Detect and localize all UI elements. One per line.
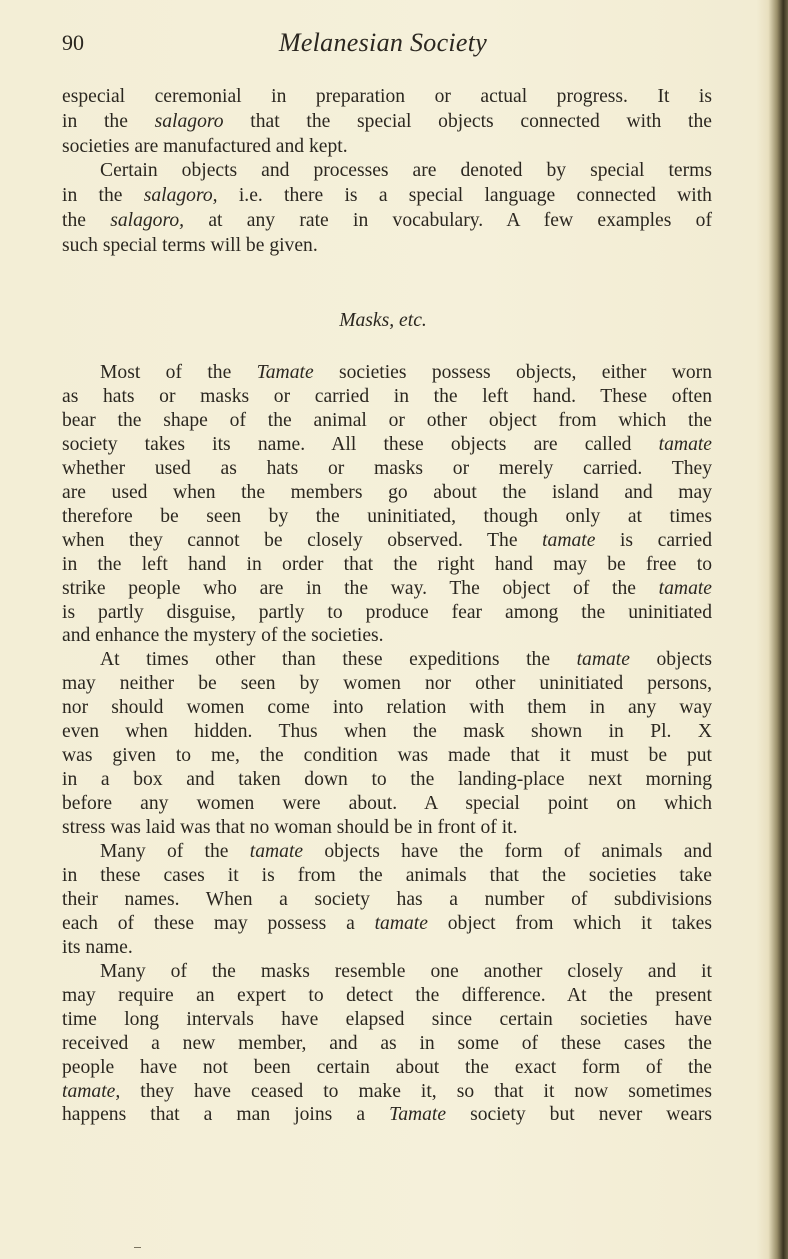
text-line — [62, 134, 712, 159]
italic-term: tamate, — [62, 1080, 121, 1102]
running-title: Melanesian Society — [278, 28, 488, 57]
text-line — [62, 671, 712, 696]
text-line — [62, 109, 712, 134]
text-line — [62, 1055, 712, 1080]
text-segment: therefore be seen by the uninitiated, though only at times — [62, 505, 712, 527]
italic-term: tamate — [576, 649, 630, 671]
text-segment: happens that a man joins a — [62, 1104, 390, 1126]
text-segment: Certain objects and processes are denoted by special terms — [100, 160, 712, 182]
text-segment: is carried — [595, 529, 713, 551]
text-segment: object from which it takes — [427, 912, 712, 934]
text-segment: is partly disguise, partly to produce fear among the uninitiated — [62, 601, 712, 623]
page-number: 90 — [62, 30, 84, 55]
text-segment: Many of the masks resemble one another closely and it — [100, 960, 712, 982]
text-segment: At times other than these expeditions the — [100, 649, 577, 671]
scan-mark — [134, 1247, 141, 1248]
text-segment: its name. — [62, 936, 133, 958]
text-line — [62, 815, 712, 840]
text-line — [62, 504, 712, 529]
text-line — [62, 935, 712, 960]
text-segment: received a new member, and as in some of these cases the — [62, 1032, 712, 1054]
text-segment: at any rate in vocabulary. A few examples of — [184, 210, 712, 231]
text-segment: and enhance the mystery of the societies. — [62, 625, 384, 647]
text-segment: i.e. there is a special language connected with — [217, 185, 712, 207]
italic-term: Tamate — [389, 1104, 447, 1126]
text-line — [62, 158, 712, 183]
text-segment: objects have the form of animals and — [303, 841, 712, 862]
text-line — [62, 887, 712, 912]
italic-term: salagoro, — [143, 185, 218, 207]
text-segment: they have ceased to make it, so that it now sometimes — [120, 1080, 712, 1102]
text-line — [62, 552, 712, 577]
text-segment: the — [62, 210, 111, 231]
text-line — [62, 959, 712, 984]
text-segment: strike people who are in the way. The object of the — [62, 577, 659, 599]
text-segment: such special terms will be given. — [62, 234, 318, 256]
text-line — [62, 983, 712, 1008]
text-segment: may require an expert to detect the difference. At the present — [62, 984, 712, 1006]
text-segment: as hats or masks or carried in the left hand. These often — [62, 385, 712, 407]
text-segment: especial ceremonial in preparation or actual progress. It is — [62, 86, 712, 107]
text-line — [62, 600, 712, 625]
text-line — [62, 208, 712, 233]
text-segment: in a box and taken down to the landing-place next morning — [62, 769, 712, 791]
text-line — [62, 528, 712, 553]
text-line — [62, 1007, 712, 1032]
text-segment: even when hidden. Thus when the mask shown in Pl. X — [62, 721, 712, 743]
text-line — [62, 743, 712, 768]
text-segment: whether used as hats or masks or merely carried. They — [62, 457, 712, 479]
text-line — [62, 408, 712, 433]
text-segment: that the special objects connected with the — [223, 110, 712, 132]
text-line — [62, 183, 712, 208]
text-segment: stress was laid was that no woman should be in front of it. — [62, 817, 518, 839]
text-segment: Many of the — [100, 841, 250, 862]
italic-term: salagoro, — [110, 210, 185, 231]
text-line — [62, 647, 712, 672]
text-line — [62, 791, 712, 816]
text-segment: before any women were about. A special point on which — [62, 793, 712, 815]
text-segment: societies possess objects, either worn — [313, 362, 712, 383]
text-segment: was given to me, the condition was made that it must be put — [62, 745, 712, 767]
text-line — [62, 1079, 712, 1104]
text-segment: people have not been certain about the exact form of the — [62, 1056, 712, 1078]
text-segment: are used when the members go about the island and may — [62, 481, 712, 503]
text-segment: in the — [62, 185, 144, 207]
text-line — [62, 767, 712, 792]
italic-term: tamate — [374, 912, 428, 934]
italic-term: tamate — [542, 529, 596, 551]
text-segment: in these cases it is from the animals that the societies take — [62, 864, 712, 886]
text-segment: when they cannot be closely observed. The — [62, 529, 543, 551]
text-segment: objects — [629, 649, 712, 671]
text-segment: time long intervals have elapsed since certain societies have — [62, 1008, 712, 1030]
text-segment: societies are manufactured and kept. — [62, 135, 348, 157]
text-segment: in the — [62, 110, 155, 132]
text-line — [62, 695, 712, 720]
section-heading: Masks, etc. — [339, 310, 427, 331]
italic-term: tamate — [658, 433, 712, 455]
text-segment: society but never wears — [446, 1104, 712, 1126]
text-line — [62, 233, 712, 258]
text-segment: in the left hand in order that the right hand may be free to — [62, 553, 712, 575]
italic-term: tamate — [658, 577, 712, 599]
text-segment: their names. When a society has a number of subdivisions — [62, 888, 712, 910]
italic-term: tamate — [249, 841, 304, 862]
text-line — [62, 1031, 712, 1056]
text-line — [62, 1102, 712, 1127]
text-segment: may neither be seen by women nor other uninitiated persons, — [62, 673, 712, 695]
italic-term: Tamate — [256, 362, 314, 383]
text-line — [62, 839, 712, 864]
text-line — [62, 456, 712, 481]
text-line — [62, 719, 712, 744]
text-segment: nor should women come into relation with them in any way — [62, 697, 712, 719]
text-line — [62, 480, 712, 505]
text-segment: each of these may possess a — [62, 912, 375, 934]
text-segment: bear the shape of the animal or other object from which the — [62, 409, 712, 431]
text-segment: society takes its name. All these objects are called — [62, 433, 659, 455]
text-line — [62, 911, 712, 936]
text-line — [62, 432, 712, 457]
text-line — [62, 384, 712, 409]
italic-term: salagoro — [154, 110, 224, 132]
text-line — [62, 863, 712, 888]
text-line — [62, 360, 712, 385]
text-line — [62, 623, 712, 648]
text-line — [62, 84, 712, 109]
text-line — [62, 576, 712, 601]
text-segment: Most of the — [100, 362, 257, 383]
